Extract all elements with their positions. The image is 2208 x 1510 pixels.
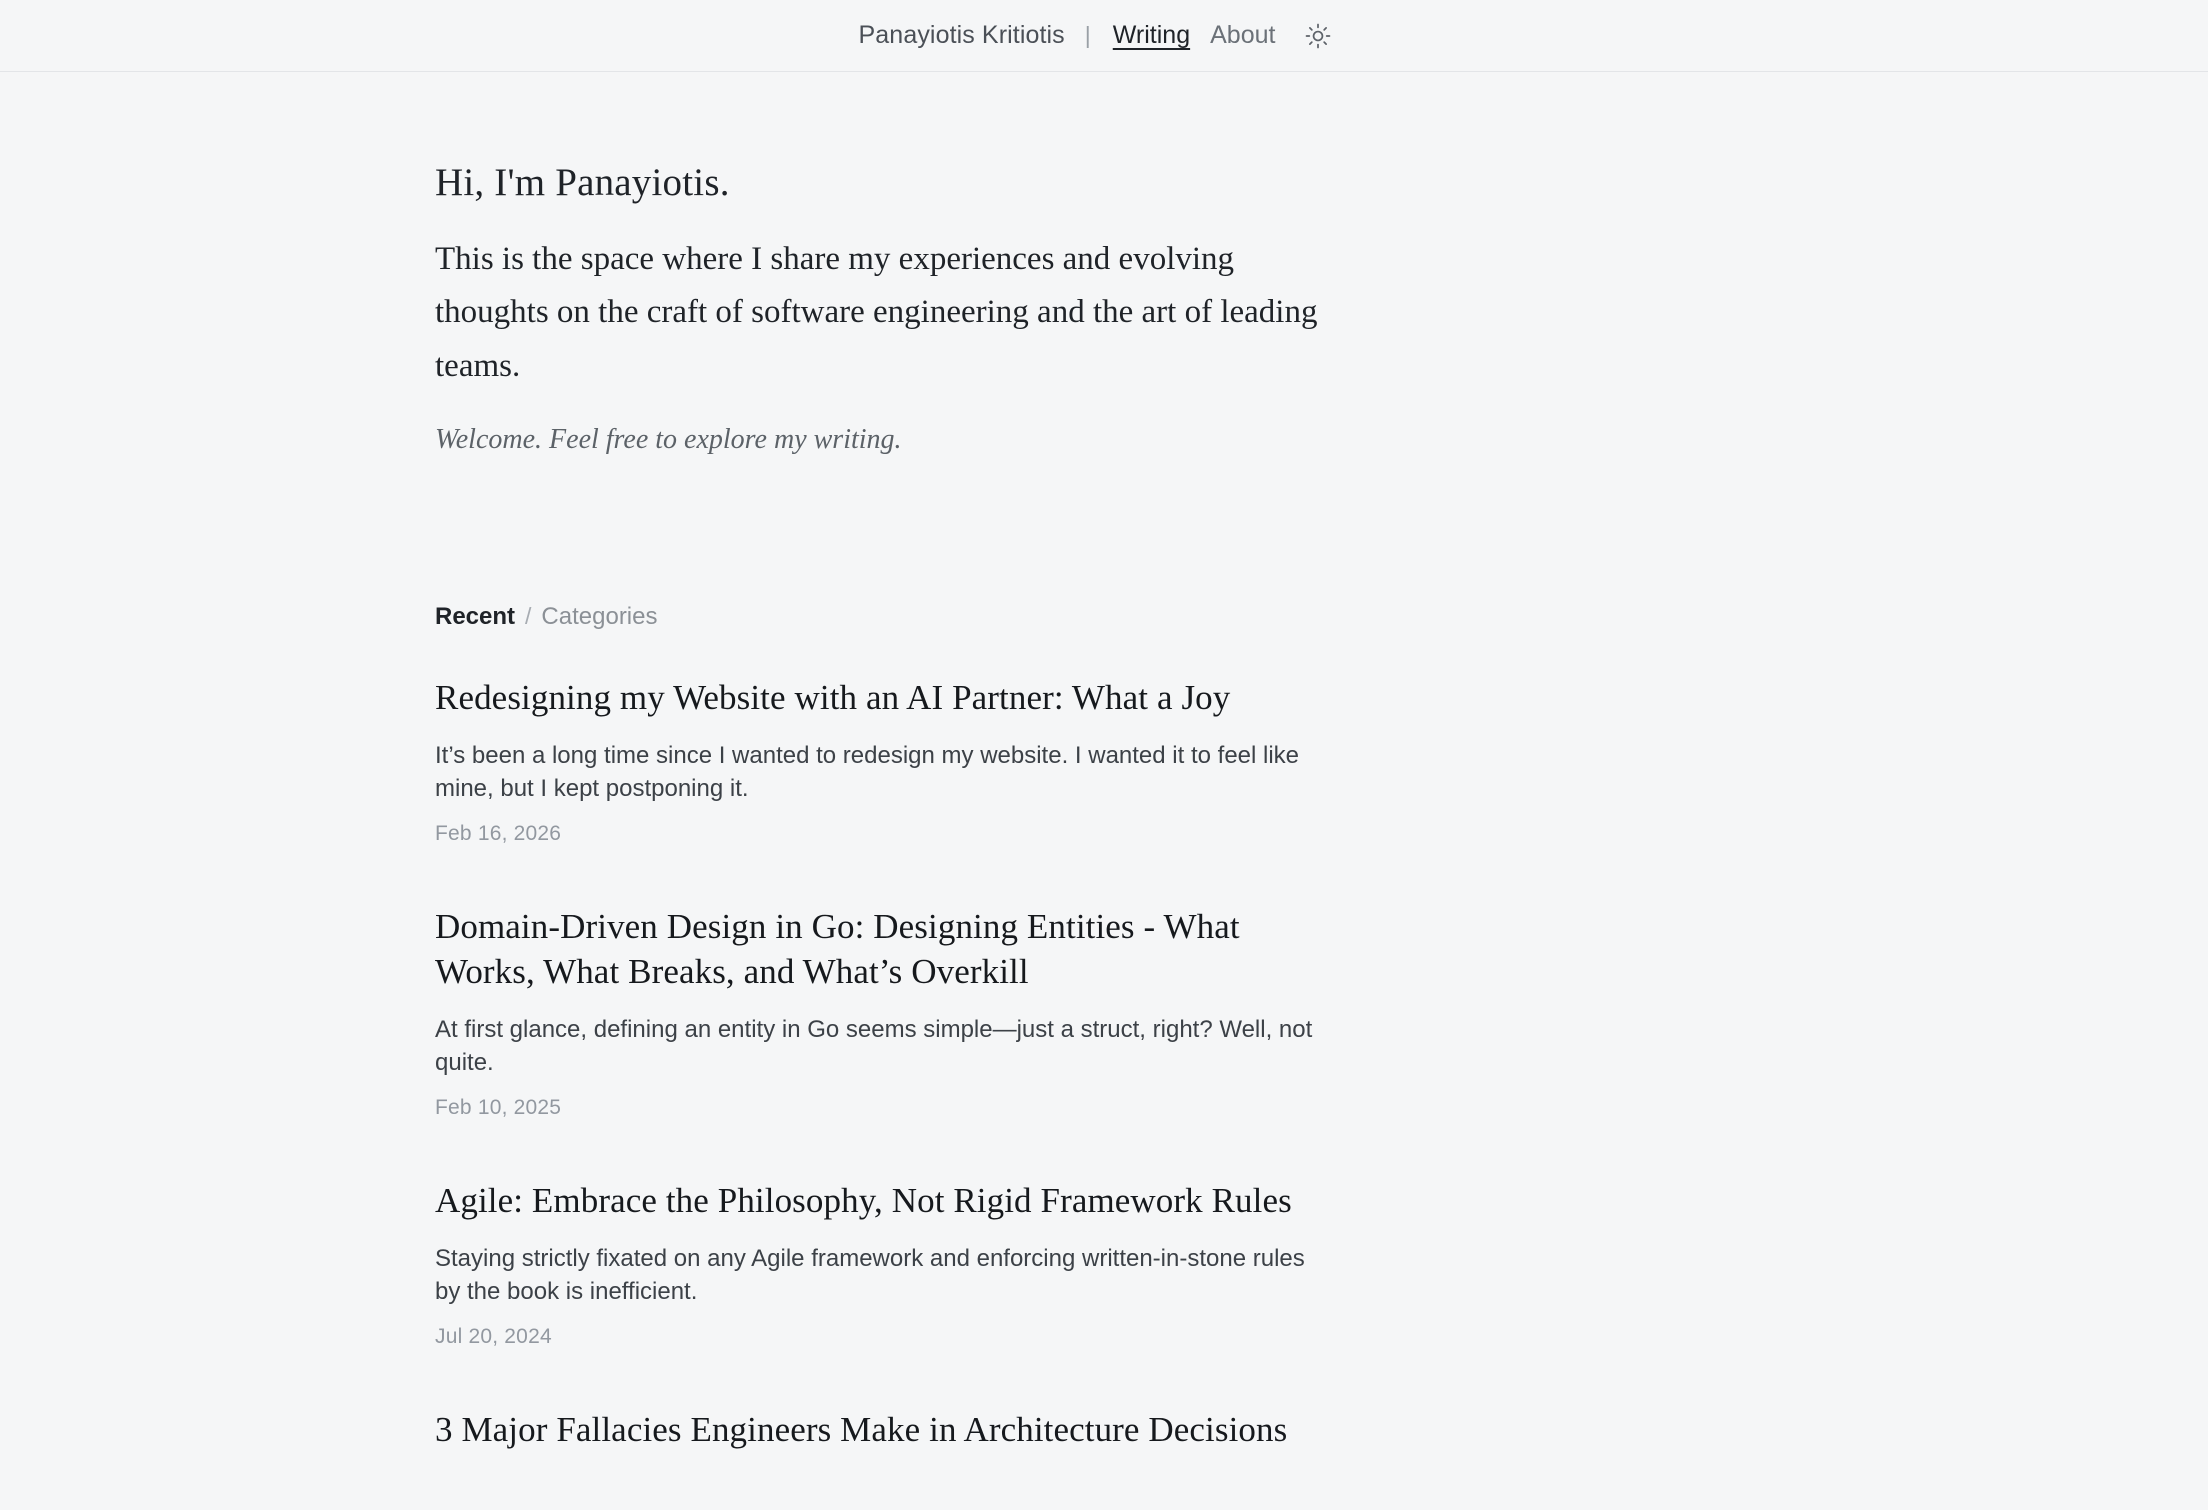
post-date: Feb 10, 2025 (435, 1096, 562, 1120)
list-item (435, 904, 1320, 1120)
post-title[interactable]: Redesigning my Website with an AI Partner: What a Joy (435, 678, 1231, 718)
nav-item-about[interactable]: About (1210, 21, 1276, 49)
header-divider: | (1084, 22, 1091, 48)
page-title: Hi, I'm Panayiotis. (435, 161, 730, 204)
post-list (435, 675, 1320, 1452)
post-excerpt: It’s been a long time since I wanted to redesign my website. I wanted it to feel like mine, but I kept postponing it. (435, 741, 1300, 803)
post-title[interactable]: Domain-Driven Design in Go: Designing Entities - What Works, What Breaks, and What’s Overkill (435, 906, 1240, 992)
site-header (0, 0, 2208, 72)
list-item (435, 1407, 1320, 1453)
list-item (435, 1178, 1320, 1349)
intro-welcome: Welcome. Feel free to explore my writing. (435, 424, 902, 456)
filter-separator: / (525, 603, 532, 630)
post-filter-tabs (435, 603, 1320, 631)
list-item (435, 675, 1320, 846)
intro-lede: This is the space where I share my experiences and evolving thoughts on the craft of software engineering and the art of leading teams. (435, 240, 1318, 384)
post-date: Feb 16, 2026 (435, 821, 562, 845)
post-excerpt: Staying strictly fixated on any Agile framework and enforcing written-in-stone rules by the book is inefficient. (435, 1244, 1305, 1306)
post-excerpt: At first glance, defining an entity in Go seems simple—just a struct, right? Well, not quite. (435, 1015, 1313, 1077)
header-inner (859, 21, 1334, 51)
tab-categories[interactable]: Categories (541, 603, 658, 631)
post-title[interactable]: Agile: Embrace the Philosophy, Not Rigid Framework Rules (435, 1181, 1292, 1221)
intro-section (435, 72, 1320, 461)
post-title[interactable]: 3 Major Fallacies Engineers Make in Architecture Decisions (435, 1409, 1288, 1449)
site-brand[interactable]: Panayiotis Kritiotis (858, 21, 1065, 49)
sun-icon[interactable] (1303, 21, 1333, 51)
tab-recent[interactable]: Recent (435, 603, 516, 631)
page-content (0, 72, 1320, 1452)
post-date: Jul 20, 2024 (435, 1324, 552, 1348)
nav-item-writing[interactable]: Writing (1112, 21, 1191, 49)
